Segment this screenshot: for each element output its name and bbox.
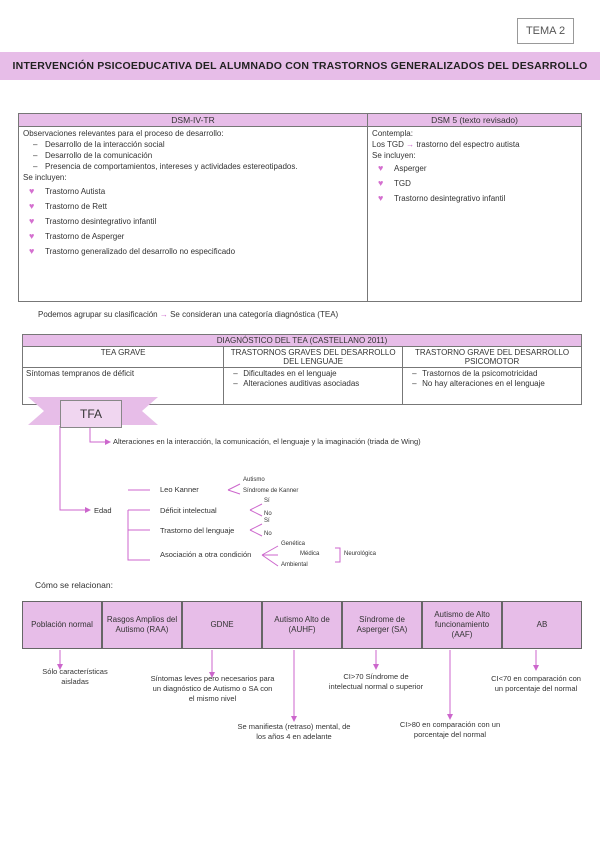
para-a: Podemos agrupar su clasificación [38,310,158,319]
type-item: ♥ Trastorno de Rett [23,199,363,214]
spectrum-cell: Síndrome de Asperger (SA) [342,601,422,649]
note-3: Se manifiesta (retraso) mental, de los años 4 en adelante [237,722,351,741]
type-item: ♥ Trastorno Autista [23,184,363,199]
spectrum-cell: Rasgos Amplios del Autismo (RAA) [102,601,182,649]
tfa-g4a: Genética [281,541,306,547]
tfa-g4: Asociación a otra condición [160,550,252,559]
spectrum-cell: Autismo Alto de (AUHF) [262,601,342,649]
type-item: ♥ Trastorno de Asperger [23,229,363,244]
note-1: Sólo características aisladas [42,667,108,686]
diag-c1: Síntomas tempranos de déficit [26,369,135,378]
tfa-g2b: No [264,511,272,517]
tema-label: TEMA 2 [517,18,574,44]
spectrum-cell: Autismo de Alto funcionamiento (AAF) [422,601,502,649]
dsm5-line4: Se incluyen: [372,151,416,160]
tfa-g1a: Autismo [243,477,265,483]
dsm5-line3: trastorno del espectro autista [416,140,520,149]
feature-item: – Desarrollo de la interacción social [23,139,363,150]
tfa-g4d: Neurológica [344,551,377,557]
note-5: CI>80 en comparación con un porcentaje del normal [399,720,501,739]
spectrum-cell: GDNE [182,601,262,649]
tfa-line1: Alteraciones en la interacción, la comunicación, el lenguaje y la imaginación (triada de Wing) [113,437,421,446]
type-item: ♥ Trastorno generalizado del desarrollo no especificado [23,244,363,259]
feature-item: – Presencia de comportamientos, intereses y actividades estereotipados. [23,161,363,172]
diag-h3: TRASTORNO GRAVE DEL DESARROLLO PSICOMOTOR [403,347,582,368]
dsm5-type-item: ♥ Asperger [372,161,577,176]
note-6: CI<70 en comparación con un porcentaje del normal [491,674,581,693]
spectrum-cell: Población normal [22,601,102,649]
tfa-g2: Déficit intelectual [160,506,217,515]
tfa-g4c: Ambiental [281,562,308,568]
note-4: CI>70 Síndrome de intelectual normal o superior [328,672,424,691]
feature-item: – Desarrollo de la comunicación [23,150,363,161]
dsm-5-title: DSM 5 (texto revisado) [368,114,582,127]
diag-h2: TRASTORNOS GRAVES DEL DESARROLLO DEL LENGUAJE [224,347,403,368]
diag-c2-item: – Dificultades en el lenguaje [227,369,399,379]
dsm5-type-item: ♥ TGD [372,176,577,191]
type-item: ♥ Trastorno desintegrativo infantil [23,214,363,229]
tfa-g4b: Médica [300,551,320,557]
spectrum-cell: AB [502,601,582,649]
tfa-g2a: Sí [264,498,270,504]
note-2: Síntomas leves pero necesarios para un diagnóstico de Autismo o SA con el mismo nivel [150,674,275,703]
tfa-g3a: Sí [264,518,270,524]
tfa-g3b: No [264,531,272,537]
includes-label: Se incluyen: [23,173,67,182]
diag-c3-item: – Trastornos de la psicomotricidad [406,369,578,379]
dsm-intro: Observaciones relevantes para el proceso de desarrollo: [23,129,224,138]
tfa-edad: Edad [94,506,112,515]
tfa-g1b: Síndrome de Kanner [243,488,299,494]
diag-c3-item: – No hay alteraciones en el lenguaje [406,379,578,389]
spectrum-row [22,601,582,649]
tfa-g3: Trastorno del lenguaje [160,526,235,535]
diag-h1: TEA GRAVE [23,347,224,368]
dsm5-line1: Contempla: [372,129,413,138]
page-title: INTERVENCIÓN PSICOEDUCATIVA DEL ALUMNADO CON TRASTORNOS GENERALIZADOS DEL DESARROLLO [0,52,600,80]
para-b: Se consideran una categoría diagnóstica (TEA) [170,310,339,319]
dsm-iv-title: DSM-IV-TR [19,114,368,127]
diag-c2-item: – Alteraciones auditivas asociadas [227,379,399,389]
tfa-label: TFA [60,400,122,428]
arrow-right-icon: → [406,140,415,149]
tfa-g1: Leo Kanner [160,485,199,494]
arrow-right-icon: → [159,310,168,319]
diagnosis-title: DIAGNÓSTICO DEL TEA (CASTELLANO 2011) [23,335,582,347]
comparison-label: Cómo se relacionan: [35,580,113,590]
dsm5-line2: Los TGD [372,140,404,149]
dsm5-type-item: ♥ Trastorno desintegrativo infantil [372,191,577,206]
